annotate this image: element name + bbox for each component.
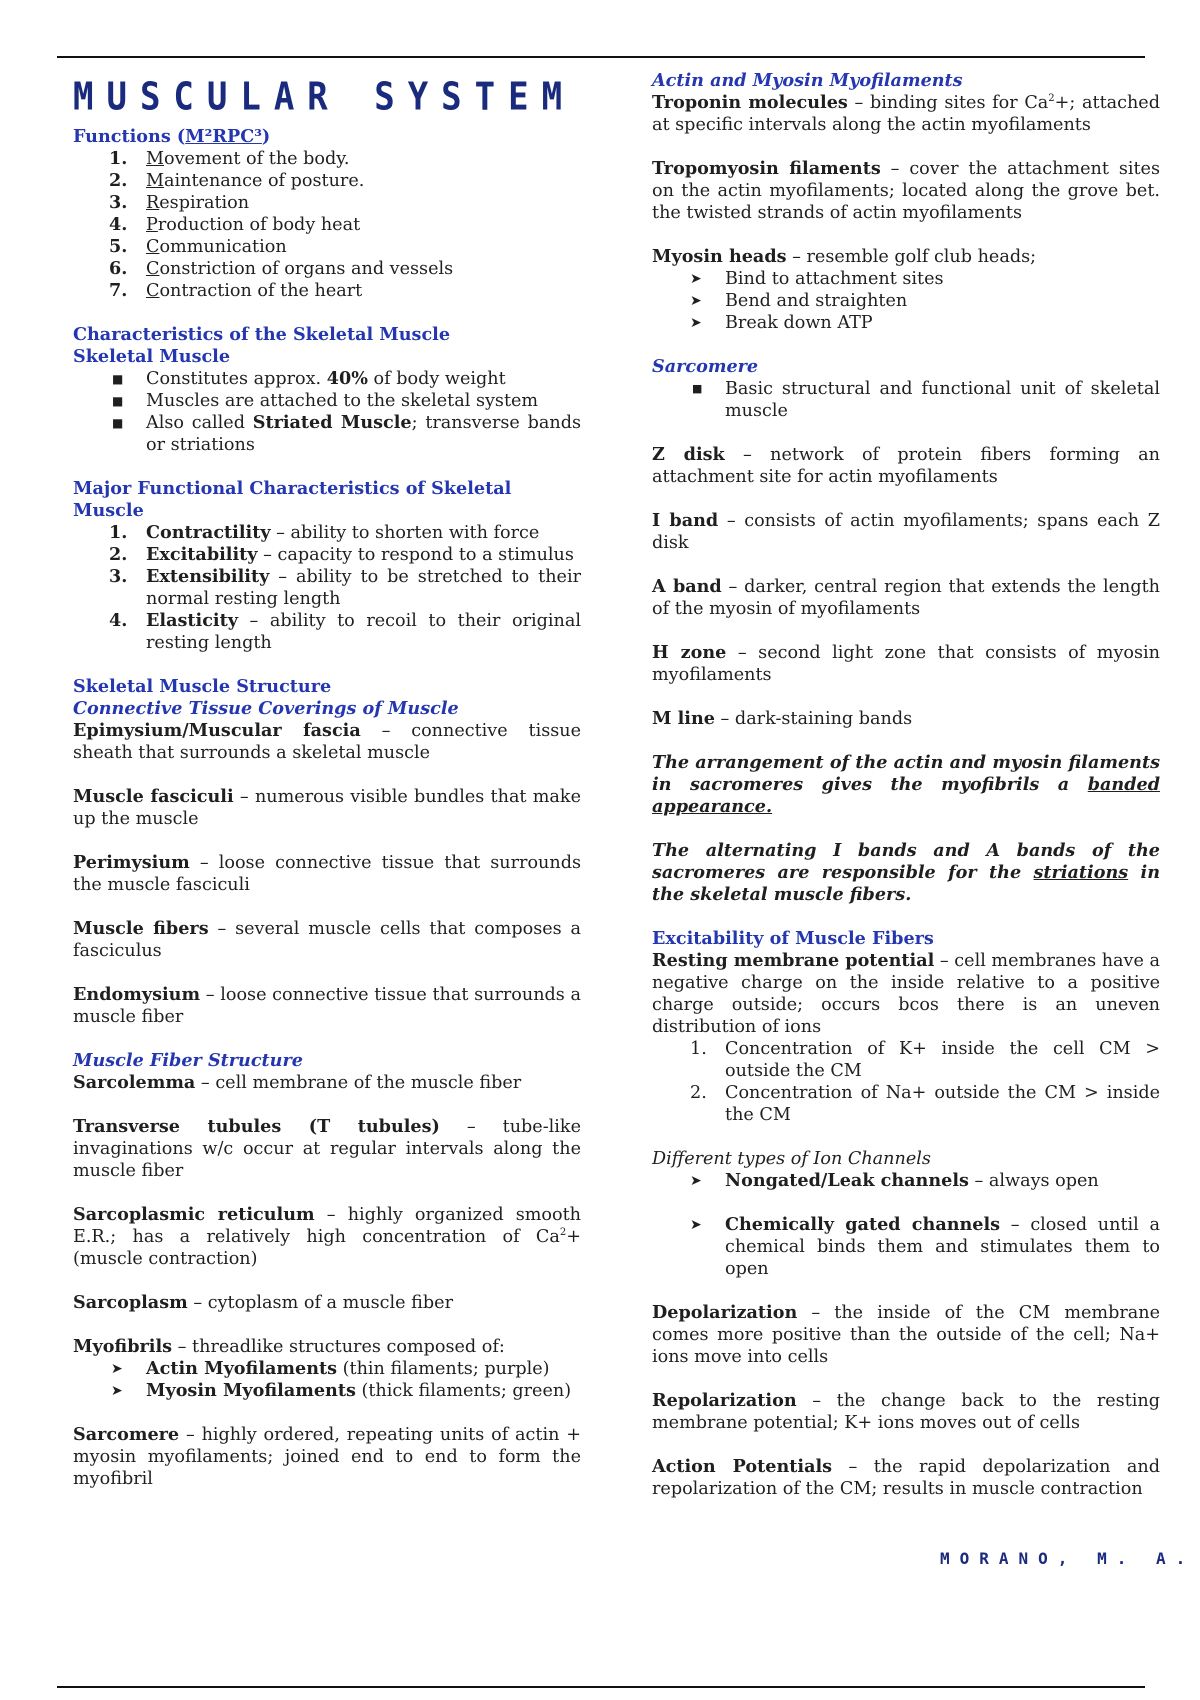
arrow-bullet-icon: ➤ — [690, 293, 702, 309]
bottom-rule — [57, 1686, 1145, 1688]
entry-troponin: Troponin molecules – binding sites for $Ca^2+$; attached at specific intervals along the actin myofilaments — [652, 92, 1160, 135]
list-item: ➤ Myosin Myofilaments (thick filaments; green) — [111, 1380, 572, 1401]
connective-subheading: Connective Tissue Coverings of Muscle — [73, 698, 459, 719]
actin-myosin-subheading: Actin and Myosin Myofilaments — [652, 70, 963, 91]
entry-perimysium: Perimysium – loose connective tissue that surrounds the muscle fasciculi — [73, 852, 581, 895]
fiber-subheading: Muscle Fiber Structure — [73, 1050, 303, 1071]
characteristics-list — [73, 368, 581, 456]
note-banded: The arrangement of the actin and myosin filaments in sacromeres gives the myofibrils a banded appearance. — [652, 752, 1160, 817]
excitability-heading: Excitability of Muscle Fibers — [652, 928, 934, 949]
arrow-bullet-icon: ➤ — [690, 315, 702, 331]
list-item: ■ Constitutes approx. 40% of body weight — [112, 368, 506, 389]
list-item: 6. Constriction of organs and vessels — [109, 258, 454, 279]
list-item: ■ Muscles are attached to the skeletal system — [112, 391, 539, 411]
functional-list — [73, 522, 581, 654]
channels-list — [652, 1170, 1160, 1280]
entry-h-zone: H zone – second light zone that consists of myosin myofilaments — [652, 642, 1160, 685]
entry-t-tubules: Transverse tubules (T tubules) – tube-like invaginations w/c occur at regular intervals along the muscle fiber — [73, 1116, 581, 1181]
functions-heading: Functions (M²RPC³) — [73, 126, 271, 147]
list-item: ■ Basic structural and functional unit of skeletal muscle — [692, 379, 1160, 421]
list-item: 7. Contraction of the heart — [109, 280, 363, 301]
entry-muscle-fibers: Muscle fibers – several muscle cells that composes a fasciculus — [73, 918, 581, 961]
list-item: 5. Communication — [109, 236, 287, 257]
sarcomere-list — [652, 378, 1160, 422]
list-item: ➤ Nongated/Leak channels – always open — [690, 1170, 1099, 1191]
entry-tropomyosin: Tropomyosin filaments – cover the attachment sites on the actin myofilaments; located along the grove bet. the twisted strands of actin myofilaments — [652, 158, 1160, 223]
square-bullet-icon: ■ — [112, 416, 124, 430]
note-striations: The alternating I bands and A bands of the sacromeres are responsible for the striations in the skeletal muscle fibers. — [652, 840, 1160, 905]
square-bullet-icon: ■ — [692, 382, 703, 395]
list-item: 2. Maintenance of posture. — [109, 170, 365, 191]
list-item: 2. Concentration of Na+ outside the CM > inside the CM — [690, 1083, 1160, 1125]
list-item: 3. Respiration — [109, 192, 250, 213]
list-item: ➤ Bind to attachment sites — [690, 269, 944, 289]
list-item: ➤ Break down ATP — [690, 313, 873, 333]
functions-code: M²RPC³ — [185, 126, 262, 147]
ion-list — [652, 1038, 1160, 1126]
entry-sarcolemma: Sarcolemma – cell membrane of the muscle fiber — [73, 1072, 522, 1093]
characteristics-heading: Characteristics of the Skeletal Muscle — [73, 324, 451, 345]
entry-z-disk: Z disk – network of protein fibers forming an attachment site for actin myofilaments — [652, 444, 1160, 487]
functional-heading: Major Functional Characteristics of Skeletal Muscle — [73, 478, 512, 521]
list-item: 1. Contractility – ability to shorten with force — [109, 522, 540, 543]
functions-list — [73, 148, 581, 302]
list-item: 3. Extensibility – ability to be stretched to their normal resting length — [109, 566, 581, 609]
myosin-heads-list — [652, 268, 1160, 334]
arrow-bullet-icon: ➤ — [111, 1383, 123, 1399]
entry-action-potentials: Action Potentials – the rapid depolarization and repolarization of the CM; results in muscle contraction — [652, 1456, 1160, 1499]
list-item: ■ Also called Striated Muscle; transverse bands or striations — [112, 412, 581, 455]
sarcomere-subheading: Sarcomere — [652, 356, 759, 377]
structure-heading: Skeletal Muscle Structure — [73, 676, 332, 697]
entry-myosin-heads: Myosin heads – resemble golf club heads; — [652, 246, 1037, 267]
square-bullet-icon: ■ — [112, 372, 124, 386]
arrow-bullet-icon: ➤ — [690, 271, 702, 287]
author-footer: MORANO, M. A. — [940, 1549, 1196, 1568]
channels-heading: Different types of Ion Channels — [652, 1149, 931, 1169]
right-column — [652, 70, 1160, 1500]
entry-a-band: A band – darker, central region that extends the length of the myosin of myofilaments — [652, 576, 1160, 619]
arrow-bullet-icon: ➤ — [111, 1361, 123, 1377]
list-item: 2. Excitability – capacity to respond to a stimulus — [109, 544, 574, 565]
arrow-bullet-icon: ➤ — [690, 1173, 702, 1189]
entry-sarcoplasm: Sarcoplasm – cytoplasm of a muscle fiber — [73, 1292, 453, 1313]
list-item: 4. Elasticity – ability to recoil to their original resting length — [109, 610, 581, 653]
page-title: MUSCULAR SYSTEM — [73, 74, 576, 120]
entry-depolarization: Depolarization – the inside of the CM membrane comes more positive than the outside of the cell; Na+ ions move into cells — [652, 1302, 1160, 1367]
entry-i-band: I band – consists of actin myofilaments; spans each Z disk — [652, 510, 1160, 553]
list-item: ➤ Chemically gated channels – closed until a chemical binds them and stimulates them to open — [690, 1214, 1161, 1279]
list-item: ➤ Bend and straighten — [690, 291, 908, 311]
list-item: 1. Concentration of K+ inside the cell CM > outside the CM — [690, 1039, 1160, 1081]
entry-fasciculi: Muscle fasciculi – numerous visible bundles that make up the muscle — [73, 786, 581, 829]
entry-sarcomere: Sarcomere – highly ordered, repeating units of actin + myosin myofilaments; joined end to end to form the myofibril — [73, 1424, 581, 1489]
entry-m-line: M line – dark-staining bands — [652, 708, 913, 729]
square-bullet-icon: ■ — [112, 394, 124, 408]
entry-myofibrils: Myofibrils – threadlike structures composed of: — [73, 1336, 505, 1357]
list-item: ➤ Actin Myofilaments (thin filaments; purple) — [111, 1358, 550, 1379]
list-item: 1. Movement of the body. — [109, 148, 350, 169]
entry-sarcoplasmic-reticulum: Sarcoplasmic reticulum – highly organized smooth E.R.; has a relatively high concentration of $Ca^2+$ (muscle contraction) — [73, 1204, 581, 1269]
arrow-bullet-icon: ➤ — [690, 1217, 702, 1233]
entry-epimysium: Epimysium/Muscular fascia – connective tissue sheath that surrounds a skeletal muscle — [73, 720, 581, 763]
entry-resting-potential: Resting membrane potential – cell membranes have a negative charge on the inside relative to a positive charge outside; occurs bcos there is an uneven distribution of ions — [652, 950, 1160, 1037]
entry-repolarization: Repolarization – the change back to the resting membrane potential; K+ ions moves out of cells — [652, 1390, 1160, 1433]
list-item: 4. Production of body heat — [109, 214, 361, 235]
skeletal-muscle-subheading: Skeletal Muscle — [73, 346, 231, 367]
entry-endomysium: Endomysium – loose connective tissue that surrounds a muscle fiber — [73, 984, 581, 1027]
top-rule — [57, 56, 1145, 58]
left-column — [73, 70, 581, 1490]
myofibrils-list — [73, 1358, 581, 1402]
